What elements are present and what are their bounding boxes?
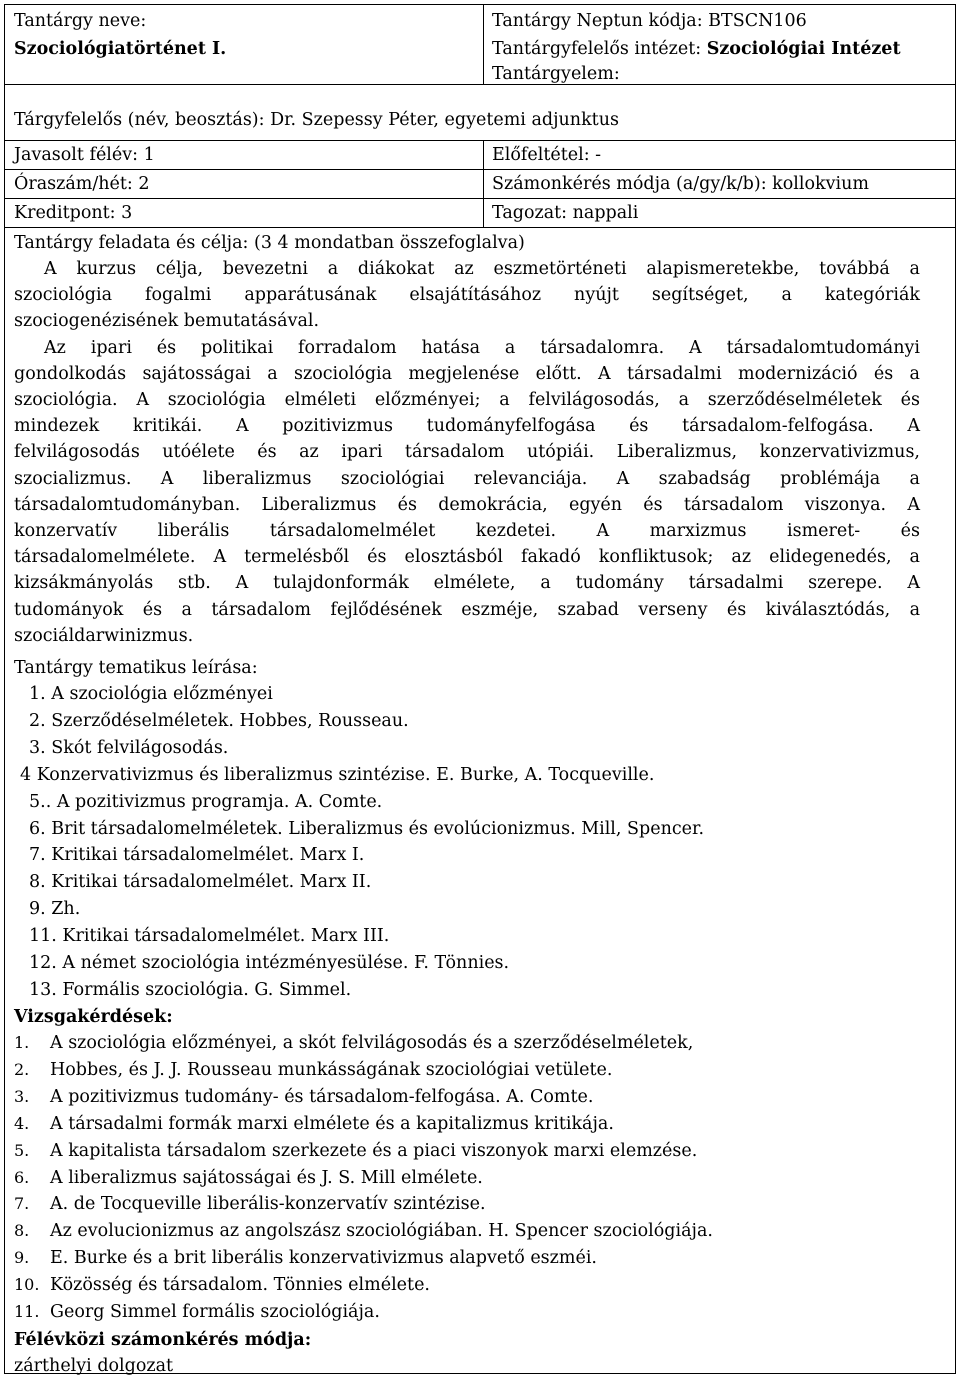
goals-line: konzervatív liberális társadalomelmélet kezdetei. A marxizmus ismeret- és [14, 521, 920, 542]
thematic-label: Tantárgy tematikus leírása: [14, 658, 258, 678]
thematic-item: 13. Formális szociológia. G. Simmel. [29, 979, 352, 1000]
responsible-institute [492, 36, 901, 62]
goals-line: szociáldarwinizmus. [14, 625, 194, 646]
exam-question-number: 4. [14, 1113, 30, 1133]
exam-question-text: A társadalmi formák marxi elmélete és a kapitalizmus kritikája. [50, 1113, 614, 1134]
thematic-item: 5.. A pozitivizmus programja. A. Comte. [29, 791, 383, 812]
thematic-item: 8. Kritikai társadalomelmélet. Marx II. [29, 872, 372, 893]
course-body [5, 228, 955, 1376]
thematic-item: 11. Kritikai társadalomelmélet. Marx III. [29, 926, 390, 947]
exam-question-number: 10. [14, 1275, 40, 1295]
midterm-label: Félévközi számonkérés módja: [14, 1330, 312, 1350]
exam-question-text: Georg Simmel formális szociológiája. [50, 1302, 380, 1322]
recommended-semester: Javasolt félév: 1 [14, 145, 155, 165]
header-row [5, 5, 955, 85]
goals-line: mindezek kritikái. A pozitivizmus tudományfelfogása és társadalom-felfogása. A [14, 416, 920, 437]
exam-question-number: 3. [14, 1086, 30, 1106]
meta-divider [483, 170, 484, 198]
exam-question-number: 7. [14, 1194, 30, 1214]
thematic-item: 7. Kritikai társadalomelmélet. Marx I. [29, 845, 365, 866]
exam-question-text: A szociológia előzményei, a skót felvilágosodás és a szerződéselméletek, [50, 1033, 694, 1053]
goals-line: társadalomelmélete. A termelésből és elosztásból fakadó konfliktusok; az elidegenedés, a [14, 547, 920, 568]
goals-line: gondolkodás sajátosságai a szociológia megjelenése előtt. A társadalmi modernizáció és a [14, 363, 920, 384]
hours-row [5, 170, 955, 199]
midterm-value: zárthelyi dolgozat [14, 1356, 174, 1376]
exam-questions-label: Vizsgakérdések: [14, 1007, 173, 1027]
institute-value: Szociológiai Intézet [706, 39, 901, 59]
exam-question-number: 9. [14, 1248, 30, 1268]
hours-per-week: Óraszám/hét: 2 [14, 174, 150, 194]
exam-question-number: 2. [14, 1059, 30, 1079]
exam-question-number: 6. [14, 1167, 30, 1187]
goals-line: kizsákmányolás stb. A tulajdonformák elmélete, a tudomány társadalmi szerepe. A [14, 573, 920, 594]
course-datasheet [4, 4, 956, 1374]
course-element: Tantárgyelem: [492, 64, 620, 84]
thematic-item: 4 Konzervativizmus és liberalizmus szintézise. E. Burke, A. Tocqueville. [20, 764, 655, 785]
exam-question-text: Közösség és társadalom. Tönnies elmélete. [50, 1275, 430, 1296]
exam-question-text: A. de Tocqueville liberális-konzervatív szintézise. [50, 1194, 486, 1215]
semester-row [5, 141, 955, 170]
goals-text [14, 256, 920, 649]
exam-question-text: A liberalizmus sajátosságai és J. S. Mill elmélete. [50, 1167, 483, 1188]
goals-line: társadalomtudományban. Liberalizmus és demokrácia, egyén és társadalom viszonya. A [14, 494, 920, 515]
thematic-item: 3. Skót felvilágosodás. [29, 737, 229, 758]
thematic-item: 12. A német szociológia intézményesülése. F. Tönnies. [29, 953, 510, 973]
goals-line: szociológia fogalmi apparátusának elsajátításához nyújt segítséget, a kategóriák [14, 285, 920, 306]
exam-question-text: A kapitalista társadalom szerkezete és a piaci viszonyok marxi elemzése. [50, 1140, 698, 1161]
neptun-code: Tantárgy Neptun kódja: BTSCN106 [492, 11, 807, 31]
exam-question-text: Az evolucionizmus az angolszász szociológiában. H. Spencer szociológiája. [50, 1221, 713, 1242]
exam-question-text: E. Burke és a brit liberális konzervativizmus alapvető eszméi. [50, 1248, 597, 1269]
exam-question-number: 1. [14, 1033, 30, 1052]
thematic-item: 9. Zh. [29, 899, 81, 920]
credit-points: Kreditpont: 3 [14, 203, 133, 223]
thematic-item: 2. Szerződéselméletek. Hobbes, Rousseau. [29, 710, 409, 731]
prerequisite: Előfeltétel: - [492, 145, 602, 165]
institute-label: Tantárgyfelelős intézet: [492, 39, 707, 59]
goals-line: A kurzus célja, bevezetni a diákokat az eszmetörténeti alapismeretekbe, továbbá a [44, 259, 920, 279]
goals-label: Tantárgy feladata és célja: (3 4 mondatban összefoglalva) [14, 233, 525, 253]
goals-line: felvilágosodás utóélete és az ipari társadalom utópiái. Liberalizmus, konzervativizmus, [14, 442, 920, 463]
exam-question-text: A pozitivizmus tudomány- és társadalom-felfogása. A. Comte. [50, 1086, 594, 1107]
exam-question-number: 11. [14, 1302, 40, 1321]
thematic-item: 1. A szociológia előzményei [29, 684, 273, 704]
header-divider [483, 5, 484, 85]
meta-divider [483, 141, 484, 169]
goals-line: Az ipari és politikai forradalom hatása a társadalomra. A társadalomtudományi [44, 337, 920, 358]
responsible-person: Tárgyfelelős (név, beosztás): Dr. Szepessy Péter, egyetemi adjunktus [14, 110, 619, 130]
credits-row [5, 199, 955, 228]
course-name-label: Tantárgy neve: [14, 11, 147, 31]
goals-line: tudományok és a társadalom fejlődésének eszméje, szabad verseny és kiválasztódás, a [14, 599, 920, 620]
thematic-item: 6. Brit társadalomelméletek. Liberalizmus és evolúcionizmus. Mill, Spencer. [29, 818, 705, 839]
goals-line: szocializmus. A liberalizmus szociológiai relevanciája. A szabadság problémája a [14, 468, 920, 489]
meta-divider [483, 199, 484, 227]
exam-question-text: Hobbes, és J. J. Rousseau munkásságának szociológiai vetülete. [50, 1059, 613, 1080]
study-mode: Tagozat: nappali [492, 203, 639, 223]
course-name: Szociológiatörténet I. [14, 39, 227, 59]
goals-line: szociológia. A szociológia elméleti előzményei; a felvilágosodás, a szerződéselméletek és [14, 390, 920, 411]
responsible-row [5, 85, 955, 141]
assessment-type: Számonkérés módja (a/gy/k/b): kollokvium [492, 174, 869, 194]
exam-question-number: 5. [14, 1140, 30, 1160]
goals-line: szociogenézisének bemutatásával. [14, 311, 320, 332]
exam-question-number: 8. [14, 1221, 30, 1241]
